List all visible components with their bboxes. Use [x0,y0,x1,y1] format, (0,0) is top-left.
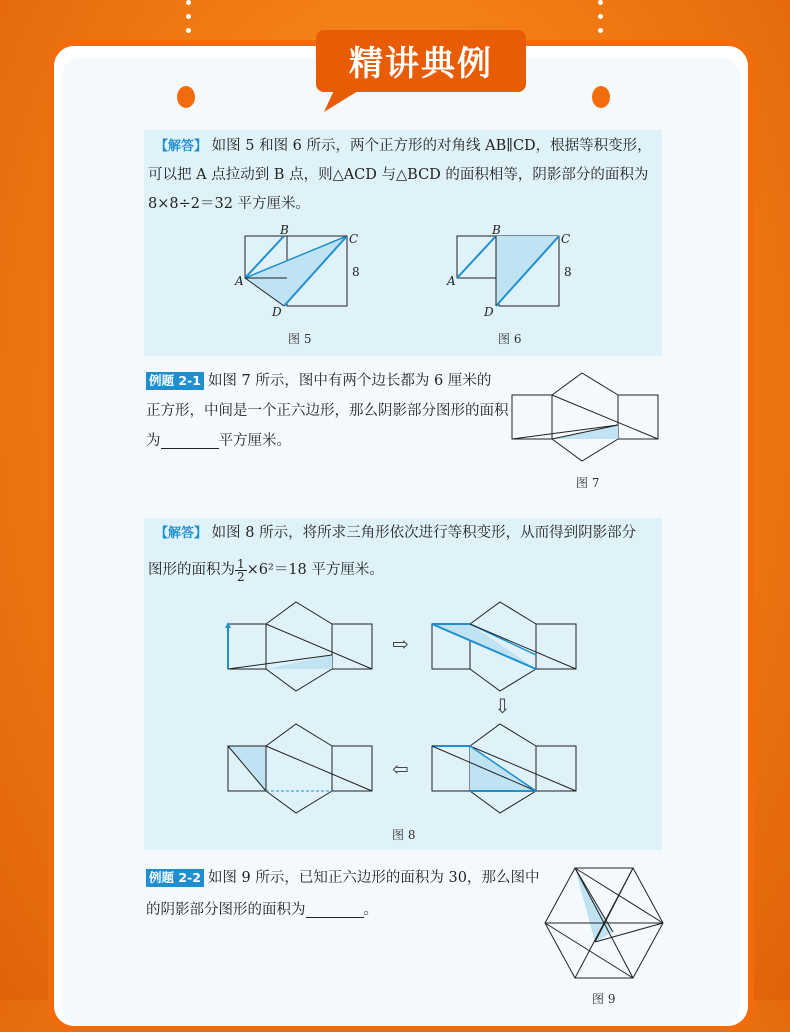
example-2-line-2 [146,896,378,925]
fraction-numerator: 1 [237,556,245,571]
solution-2-line-2 [148,556,384,585]
solution-2-tag: 【解答】 [155,526,208,541]
figure-6 [447,223,582,319]
solution-2-prefix: 图形的面积为 [148,562,235,578]
fig7-caption: 图 7 [576,476,600,490]
solution-1-line-2: 可以把 A 点拉动到 B 点，则△ACD 与△BCD 的面积相等，阴影部分的面积为 [148,167,649,183]
fig6-label-a: A [447,274,456,288]
figure-7 [510,370,670,470]
solution-1-tag: 【解答】 [155,139,208,154]
example-1-text-1: 如图 7 所示，图中有两个边长都为 6 厘米的 [207,373,492,389]
example-1-prefix: 为 [146,433,161,449]
figure-8-step-3 [428,724,588,814]
example-1-suffix: 平方厘米。 [218,433,291,449]
solution-2-suffix: ×6²＝18 平方厘米。 [246,562,384,578]
fig5-label-c: C [349,232,359,246]
binder-dots-left [186,0,192,42]
example-2-line-1 [146,864,539,893]
fig7-square-right [618,395,658,439]
example-2-tag: 例题 2-2 [146,869,204,887]
example-2-text-1: 如图 9 所示，已知正六边形的面积为 30，那么图中 [207,870,540,886]
fig5-label-d: D [272,305,282,319]
fig6-label-d: D [484,305,494,319]
example-2-suffix: 。 [363,902,378,918]
fig5-caption: 图 5 [288,332,312,346]
example-2-prefix: 的阴影部分图形的面积为 [146,902,306,918]
section-banner [316,30,526,108]
binder-hole-right [592,86,610,108]
fraction-half [235,558,247,583]
answer-blank-2[interactable] [306,903,364,918]
example-1-line-3 [146,427,291,456]
fig8-caption: 图 8 [392,828,416,842]
example-1-line-2: 正方形，中间是一个正六边形，那么阴影部分图形的面积 [146,403,509,419]
solution-1-line-1 [155,132,652,161]
example-1-tag: 例题 2-1 [146,372,204,390]
figure-8-step-1 [224,602,384,692]
fig7-hexagon [552,373,618,461]
solution-1-line-3: 8×8÷2＝32 平方厘米。 [148,196,311,212]
solution-1-text-1: 如图 5 和图 6 所示，两个正方形的对角线 AB∥CD，根据等积变形， [211,138,652,154]
binder-hole-left [177,86,195,108]
fig7-square-left [512,395,552,439]
figure-8-step-2 [428,602,588,692]
fig5-side-label: 8 [352,265,360,279]
fig6-label-c: C [561,232,571,246]
fraction-denominator: 2 [237,569,245,584]
arrow-right: ⇨ [392,632,409,656]
fig9-caption: 图 9 [592,992,616,1006]
figure-5 [235,223,370,319]
solution-2-line-1 [155,519,636,548]
fig5-label-b: B [280,223,289,237]
arrow-down: ⇩ [494,694,511,718]
arrow-left: ⇦ [392,757,409,781]
fig6-caption: 图 6 [498,332,522,346]
binder-dots-right [598,0,604,42]
figure-8-step-4 [224,724,384,814]
example-1-line-1 [146,367,491,396]
fig5-label-a: A [235,274,244,288]
fig6-label-b: B [492,223,501,237]
figure-9 [543,866,673,991]
solution-2-text-1: 如图 8 所示，将所求三角形依次进行等积变形，从而得到阴影部分 [211,525,637,541]
fig6-side-label: 8 [564,265,572,279]
section-title: 精讲典例 [349,44,493,84]
answer-blank-1[interactable] [161,434,219,449]
